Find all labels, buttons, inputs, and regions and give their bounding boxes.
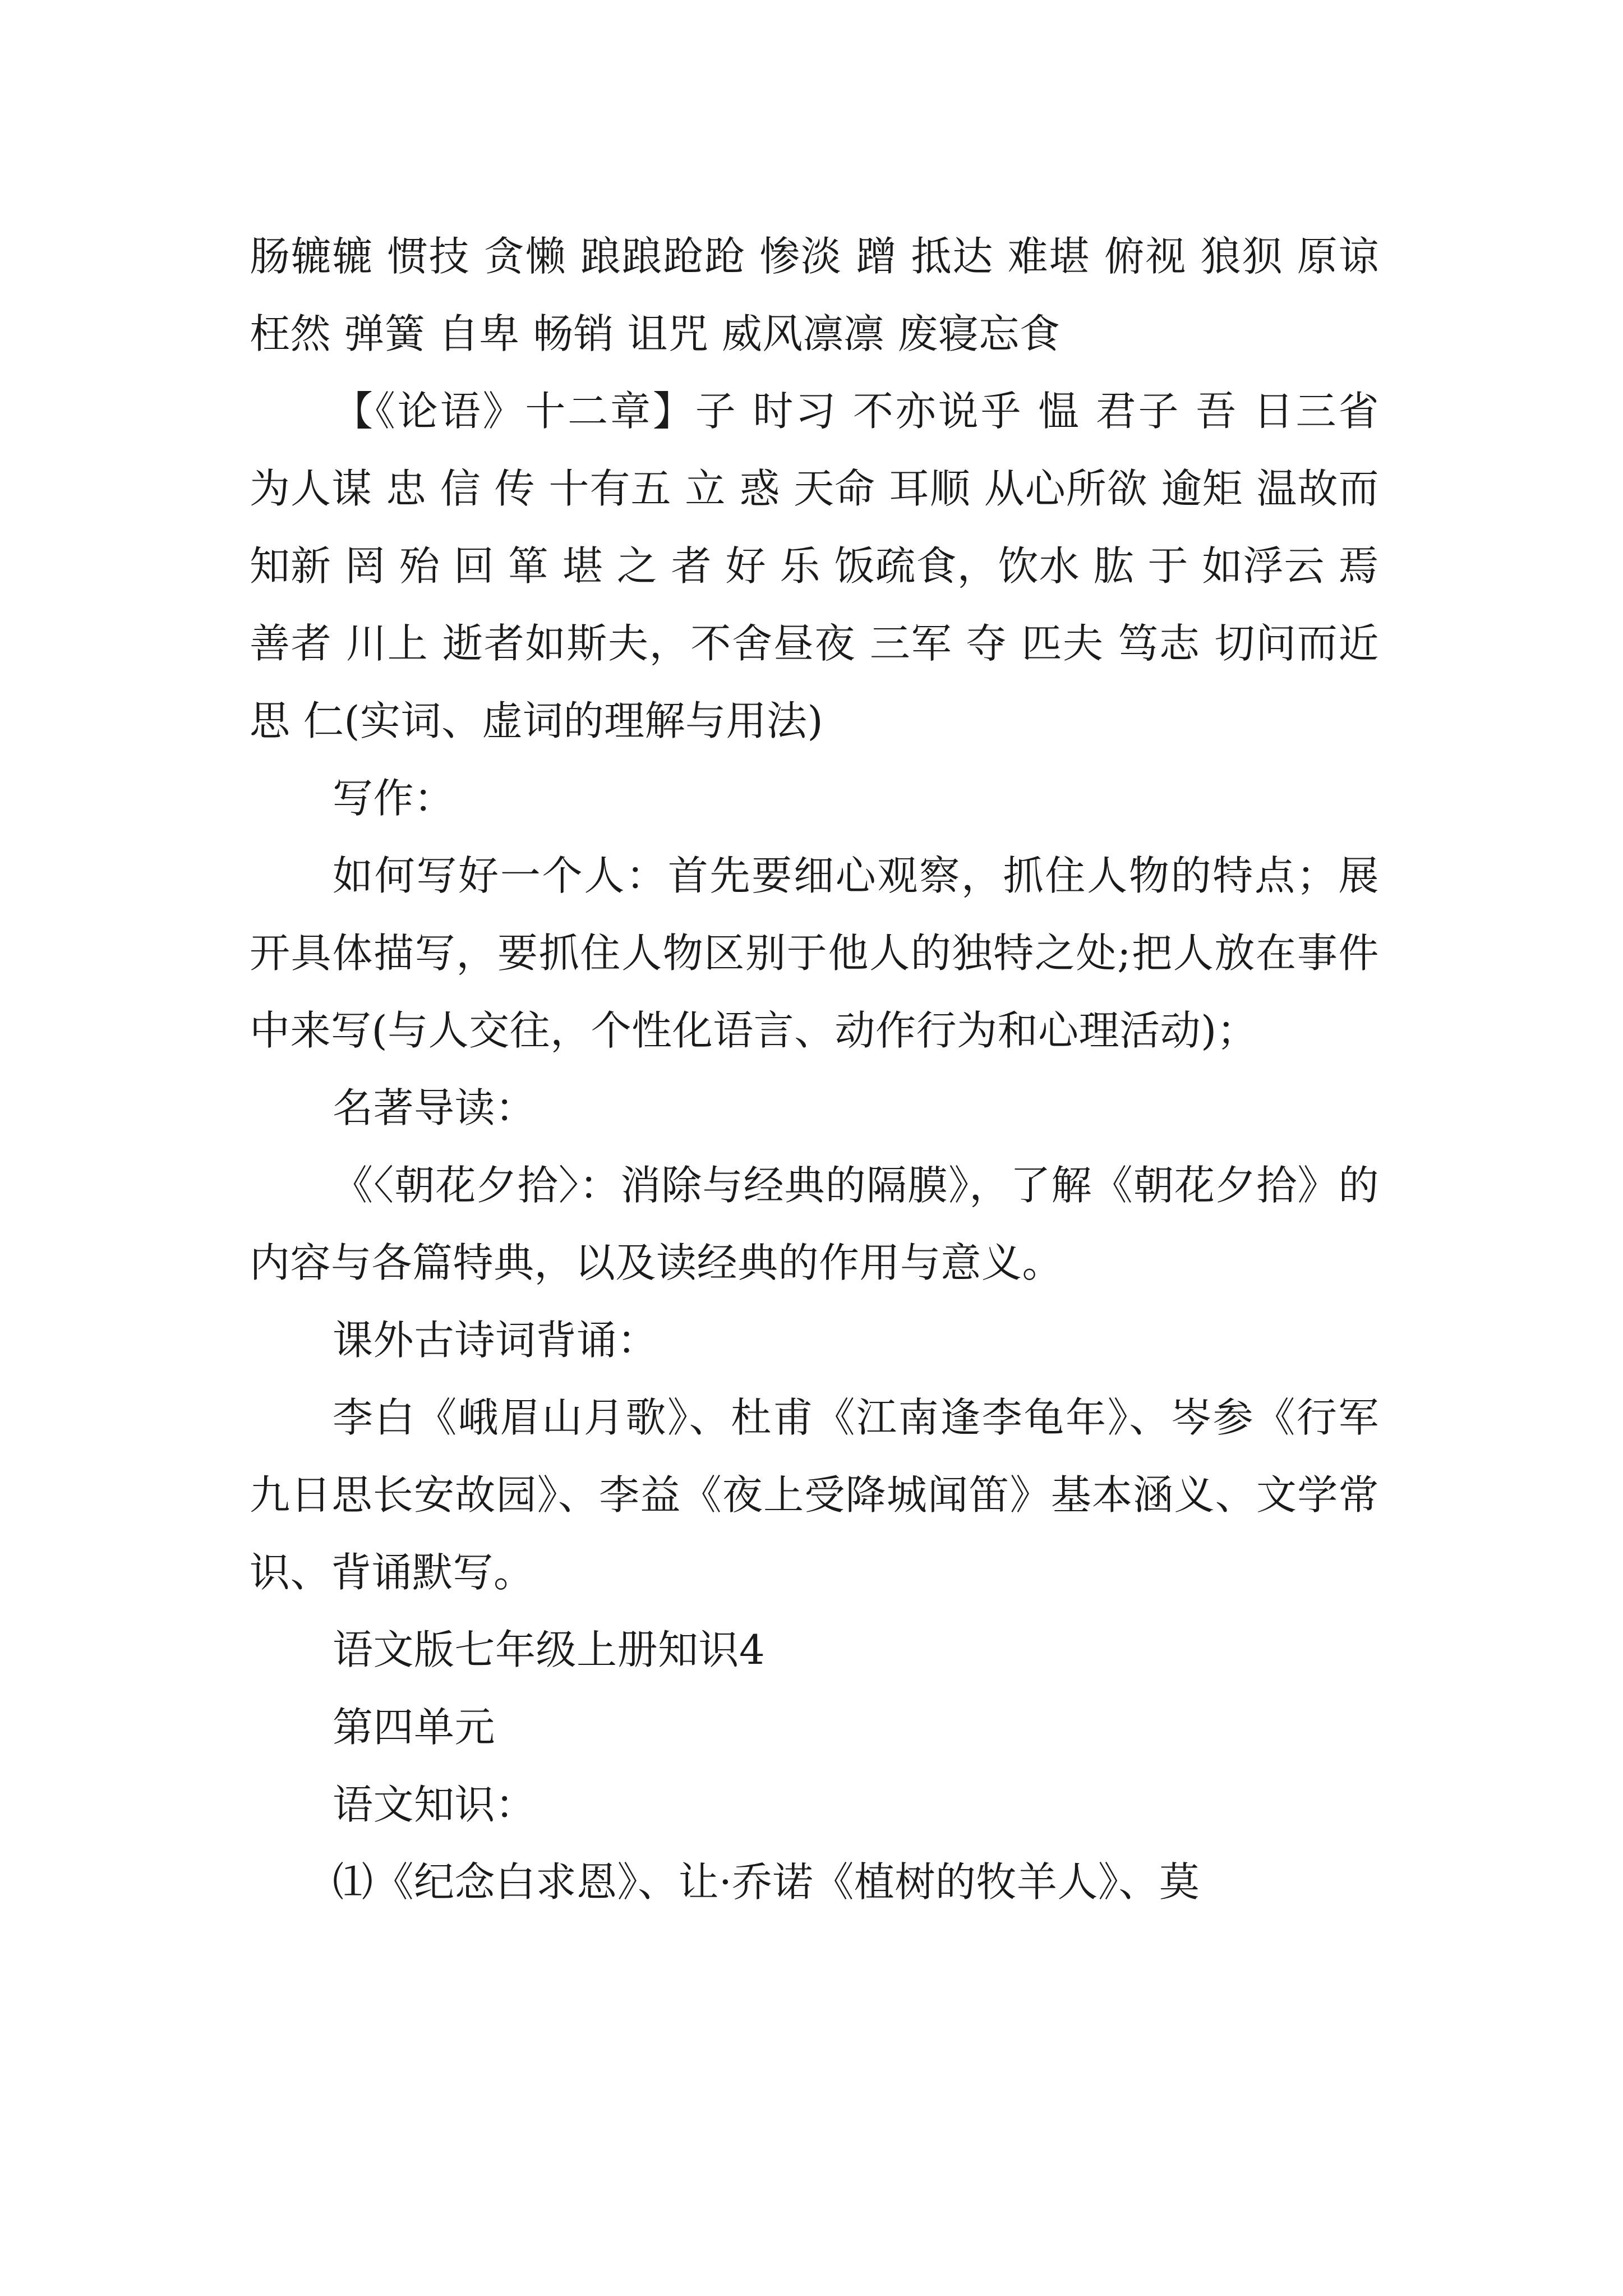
poetry-recitation-heading: 课外古诗词背诵： [333, 1317, 658, 1364]
section-title: 语文版七年级上册知识4 [333, 1626, 766, 1673]
unit-heading: 第四单元 [333, 1704, 496, 1751]
vocabulary-list-paragraph: 肠辘辘 惯技 贪懒 踉踉跄跄 惨淡 蹭 抵达 难堪 俯视 狼狈 原谅 枉然 弹簧 自卑 畅销 诅咒 威风凛凛 废寝忘食 [250, 233, 1379, 357]
list-item-1: ⑴《纪念白求恩》、让·乔诺《植树的牧羊人》、莫 [333, 1858, 1200, 1906]
writing-guidance-paragraph: 如何写好一个人：首先要细心观察，抓住人物的特点；展开具体描写，要抓住人物区别于他人的独特之处;把人放在事件中来写(与人交往，个性化语言、动作行为和心理活动)； [250, 852, 1379, 1054]
poetry-recitation-paragraph: 李白《峨眉山月歌》、杜甫《江南逢李龟年》、岑参《行军九日思长安故园》、李益《夜上受降城闻笛》基本涵义、文学常识、背诵默写。 [250, 1394, 1379, 1596]
document-body [250, 218, 1379, 1921]
classics-reading-paragraph: 《〈朝花夕拾〉：消除与经典的隔膜》，了解《朝花夕拾》的内容与各篇特典，以及读经典的作用与意义。 [250, 1162, 1379, 1286]
lunyu-vocabulary-paragraph: 【《论语》十二章】子 时习 不亦说乎 愠 君子 吾 日三省 为人谋 忠 信 传 十有五 立 惑 天命 耳顺 从心所欲 逾矩 温故而知新 罔 殆 回 箪 堪 之 者 好 乐 饭疏食，饮水 肱 于 如浮云 焉 善者 川上 逝者如斯夫，不舍昼夜 三军 夺 匹夫 笃志 切问而近思 仁(实词、虚词的理解与用法) [250, 388, 1379, 744]
classics-reading-heading: 名著导读： [333, 1084, 536, 1131]
writing-heading: 写作： [333, 775, 455, 822]
language-knowledge-heading: 语文知识： [333, 1781, 536, 1828]
